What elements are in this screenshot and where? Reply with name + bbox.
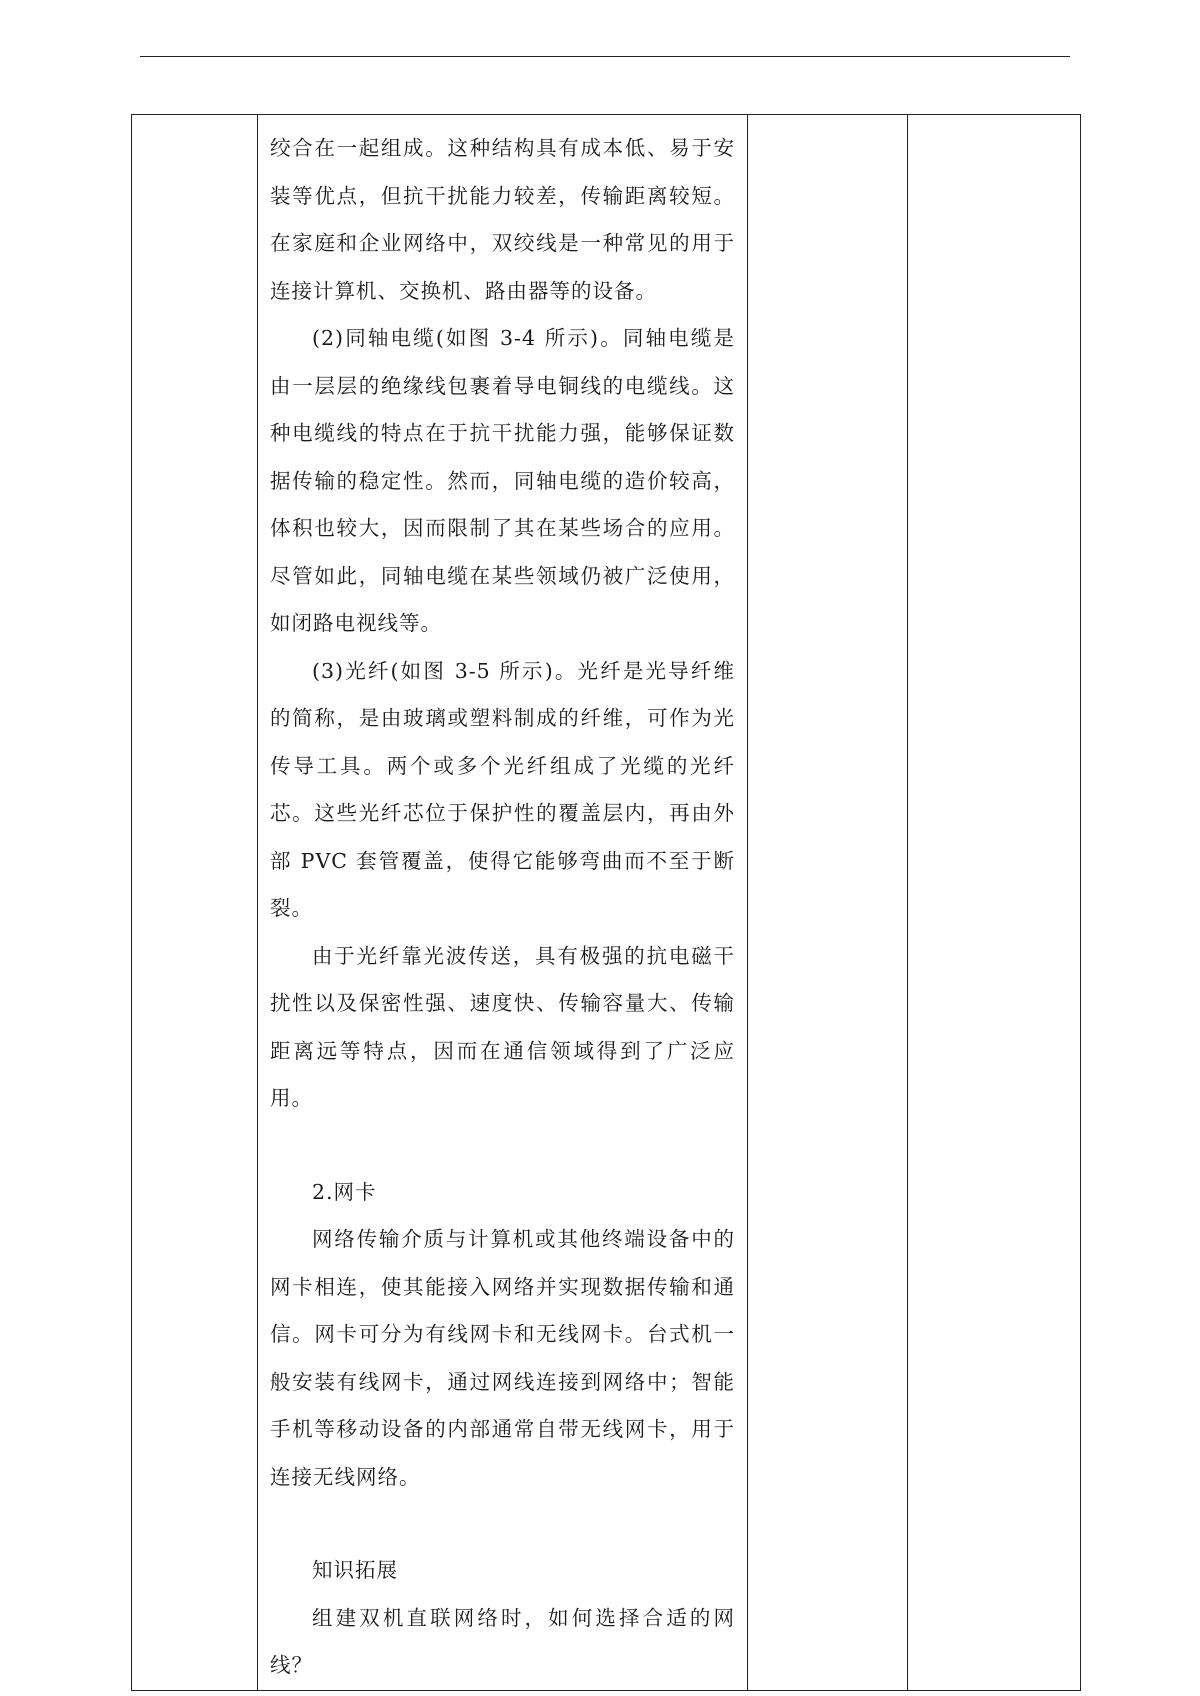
heading-nic: 2.网卡 — [312, 1179, 377, 1204]
content-body — [258, 115, 747, 1690]
paragraph-fiber-features: 由于光纤靠光波传送，具有极强的抗电磁干扰性以及保密性强、速度快、传输容量大、传输距离远等特点，因而在通信领域得到了广泛应用。 — [270, 943, 735, 1110]
table-row — [132, 115, 1081, 1691]
content-cell — [258, 115, 748, 1691]
design-intent-cell — [908, 115, 1081, 1691]
paragraph-fiber: (3)光纤(如图 3-5 所示)。光纤是光导纤维的简称，是由玻璃或塑料制成的纤维，可作为光传导工具。两个或多个光纤组成了光缆的光纤芯。这些光纤芯位于保护性的覆盖层内，再由外部 PVC 套管覆盖，使得它能够弯曲而不至于断裂。 — [270, 658, 735, 920]
paragraph-twisted-pair: 绞合在一起组成。这种结构具有成本低、易于安装等优点，但抗干扰能力较差，传输距离较短。在家庭和企业网络中，双绞线是一种常见的用于连接计算机、交换机、路由器等的设备。 — [270, 136, 735, 303]
paragraph-coaxial: (2)同轴电缆(如图 3-4 所示)。同轴电缆是由一层层的绝缘线包裹着导电铜线的电缆线。这种电缆线的特点在于抗干扰能力强，能够保证数据传输的稳定性。然而，同轴电缆的造价较高，体积也较大，因而限制了其在某些场合的应用。尽管如此，同轴电缆在某些领域仍被广泛使用，如闭路电视线等。 — [270, 326, 735, 635]
stage-cell — [132, 115, 258, 1691]
student-activity-cell — [748, 115, 908, 1691]
heading-knowledge-extension: 知识拓展 — [312, 1558, 398, 1582]
question-text: 组建双机直联网络时，如何选择合适的网线？ — [270, 1605, 735, 1677]
lesson-table — [131, 114, 1081, 1691]
spacer — [270, 1123, 735, 1169]
spacer — [270, 1501, 735, 1547]
header-rule — [140, 56, 1070, 57]
paragraph-nic: 网络传输介质与计算机或其他终端设备中的网卡相连，使其能接入网络并实现数据传输和通信。网卡可分为有线网卡和无线网卡。台式机一般安装有线网卡，通过网线连接到网络中；智能手机等移动设备的内部通常自带无线网卡，用于连接无线网络。 — [270, 1227, 735, 1489]
